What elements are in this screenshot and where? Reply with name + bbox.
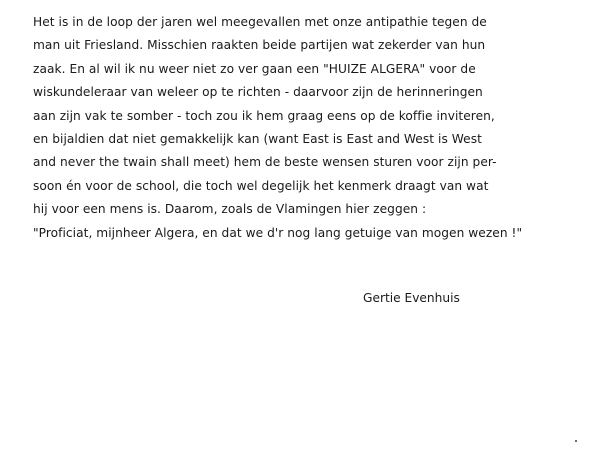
letter-line: and never the twain shall meet) hem de beste wensen sturen voor zijn per- (33, 155, 497, 170)
signature: Gertie Evenhuis (363, 291, 460, 305)
letter-line: aan zijn vak te somber - toch zou ik hem graag eens op de koffie inviteren, (33, 108, 495, 123)
letter-body (33, 11, 593, 245)
letter-line: "Proficiat, mijnheer Algera, en dat we d'r nog lang getuige van mogen wezen !" (33, 225, 523, 240)
letter-line: zaak. En al wil ik nu weer niet zo ver gaan een "HUIZE ALGERA" voor de (33, 61, 476, 76)
letter-line: soon én voor de school, die toch wel degelijk het kenmerk draagt van wat (33, 178, 489, 193)
paper-speck (575, 440, 577, 442)
letter-line: en bijaldien dat niet gemakkelijk kan (want East is East and West is West (33, 132, 482, 147)
letter-line: man uit Friesland. Misschien raakten beide partijen wat zekerder van hun (33, 38, 486, 53)
letter-line: Het is in de loop der jaren wel meegevallen met onze antipathie tegen de (33, 15, 487, 29)
letter-line: wiskundeleraar van weleer op te richten - daarvoor zijn de herinneringen (33, 85, 483, 100)
letter-line: hij voor een mens is. Daarom, zoals de Vlamingen hier zeggen : (33, 202, 427, 217)
